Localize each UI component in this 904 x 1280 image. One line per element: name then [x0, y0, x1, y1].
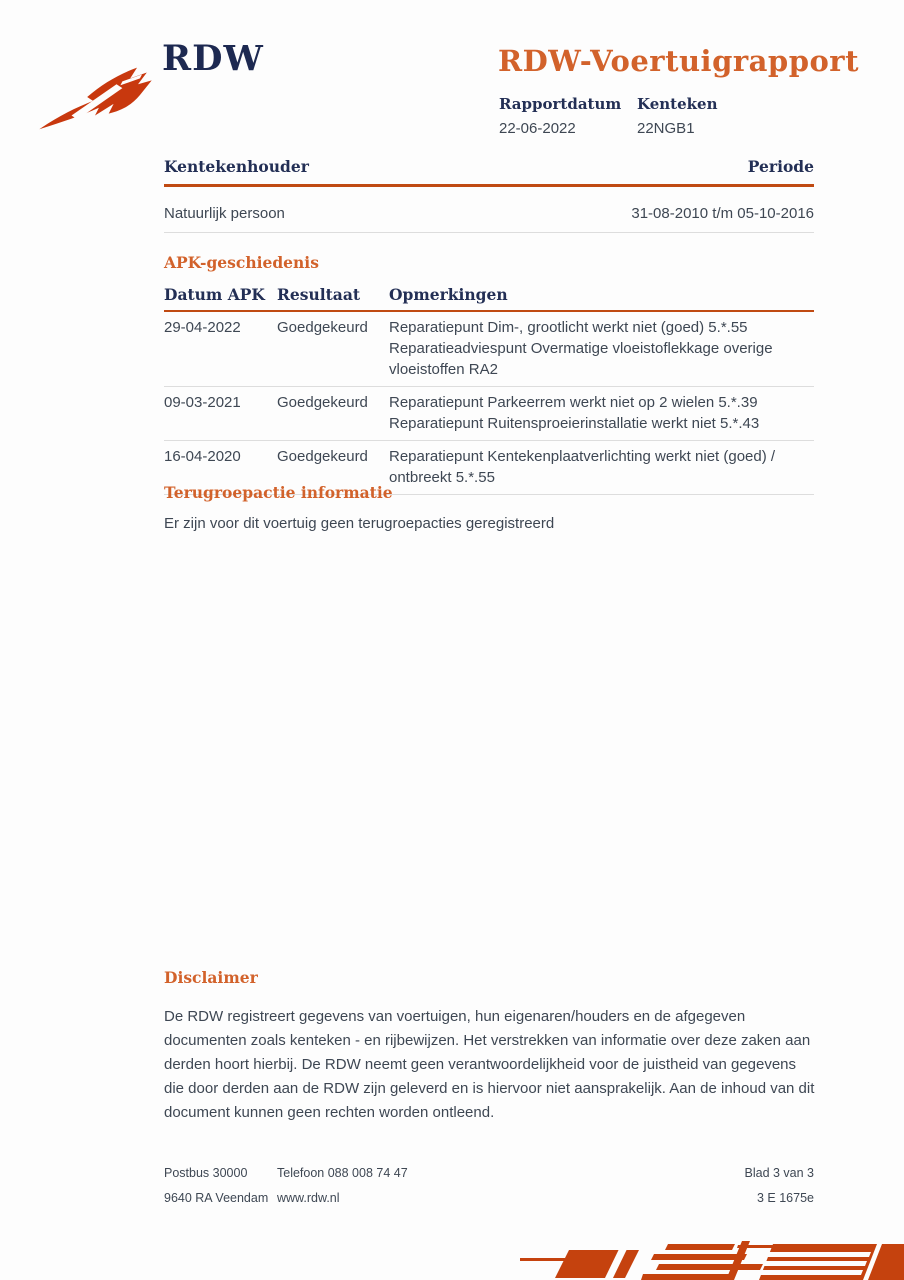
footer-paging: [745, 1166, 815, 1216]
apk-geschiedenis-section: [164, 253, 814, 495]
apk-column-datum: Datum APK: [164, 285, 265, 304]
kenteken-block: [637, 95, 775, 137]
footer-telefoon: Telefoon 088 008 74 47: [277, 1166, 408, 1180]
apk-section-heading: APK-geschiedenis: [164, 253, 319, 272]
apk-opmerking-line: Reparatiepunt Parkeerrem werkt niet op 2 wielen 5.*.39: [389, 394, 758, 411]
kentekenhouder-row: [164, 187, 814, 233]
apk-datum-cell: 16-04-2020: [164, 448, 241, 465]
apk-opmerking-line: Reparatiepunt Kentekenplaatverlichting werkt niet (goed) / ontbreekt 5.*.55: [389, 448, 776, 486]
disclaimer-heading: Disclaimer: [164, 968, 258, 987]
terugroepactie-section: [164, 483, 814, 532]
apk-table-row: [164, 312, 814, 387]
periode-heading: Periode: [747, 157, 814, 176]
apk-table-header: [164, 285, 814, 312]
apk-resultaat-cell: Goedgekeurd: [277, 448, 368, 465]
page-title: RDW-Voertuigrapport: [498, 44, 859, 78]
footer-address: [164, 1166, 277, 1216]
apk-opmerking-line: Reparatieadviespunt Overmatige vloeistoflekkage overige vloeistoffen RA2: [389, 340, 773, 378]
rapportdatum-block: [499, 95, 637, 137]
apk-opmerkingen-cell: [389, 392, 814, 434]
apk-datum-cell: 29-04-2022: [164, 319, 241, 336]
footer-page-number: Blad 3 van 3: [744, 1166, 814, 1180]
apk-opmerkingen-cell: [389, 317, 814, 380]
apk-datum-cell: 09-03-2021: [164, 394, 241, 411]
holder-periode: 31-08-2010 t/m 05-10-2016: [631, 205, 814, 222]
page-footer: [164, 1166, 814, 1216]
apk-table-row: [164, 387, 814, 441]
rapportdatum-label: Rapportdatum: [499, 95, 622, 113]
apk-opmerking-line: Reparatiepunt Dim-, grootlicht werkt niet (goed) 5.*.55: [389, 319, 748, 336]
apk-opmerkingen-cell: [389, 446, 814, 488]
rdw-speedlines-graphic: [512, 1234, 904, 1280]
apk-resultaat-cell: Goedgekeurd: [277, 319, 368, 336]
report-meta: [499, 95, 775, 137]
disclaimer-body: De RDW registreert gegevens van voertuigen, hun eigenaren/houders en de afgegeven documenten zoals kenteken - en rijbewijzen. Het verstrekken van informatie over deze zaken aan derden hoort hierbij. De RDW neemt geen verantwoordelijkheid voor de juistheid van gegevens die door derden aan de RDW zijn geleverd en is hiervoor niet aansprakelijk. Aan de inhoud van dit document kunnen geen rechten worden ontleend.: [164, 1008, 815, 1121]
terugroepactie-body: Er zijn voor dit voertuig geen terugroepacties geregistreerd: [164, 515, 555, 532]
apk-opmerking-line: Reparatiepunt Ruitensproeierinstallatie werkt niet 5.*.43: [389, 415, 760, 432]
kentekenhouder-header: [164, 157, 814, 187]
apk-column-resultaat: Resultaat: [277, 285, 361, 304]
kentekenhouder-section: [164, 157, 814, 233]
terugroepactie-heading: Terugroepactie informatie: [164, 483, 393, 502]
footer-contact: [277, 1166, 745, 1216]
footer-postbus: Postbus 30000: [164, 1166, 248, 1180]
kentekenhouder-rows: [164, 187, 814, 233]
footer-form-code: 3 E 1675e: [757, 1191, 814, 1205]
footer-city: 9640 RA Veendam: [164, 1191, 269, 1205]
apk-table-body: [164, 312, 814, 495]
apk-resultaat-cell: Goedgekeurd: [277, 394, 368, 411]
rdw-wordmark: RDW: [162, 38, 264, 79]
rapportdatum-value: 22-06-2022: [499, 120, 576, 137]
footer-website: www.rdw.nl: [277, 1191, 340, 1205]
rdw-wing-icon: [36, 52, 154, 140]
disclaimer-section: [164, 968, 816, 1125]
kentekenhouder-heading: Kentekenhouder: [164, 157, 309, 176]
apk-column-opmerkingen: Opmerkingen: [389, 285, 508, 304]
kenteken-label: Kenteken: [637, 95, 718, 113]
kenteken-value: 22NGB1: [637, 120, 695, 137]
holder-name: Natuurlijk persoon: [164, 205, 285, 222]
